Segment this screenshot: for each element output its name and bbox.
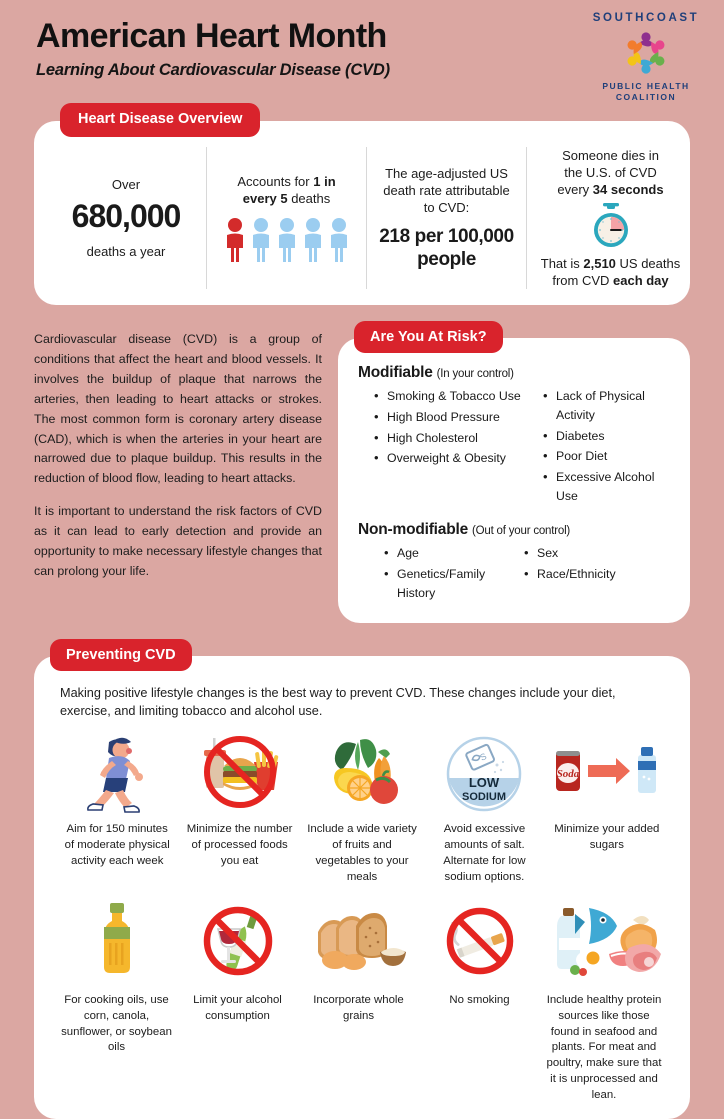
- svg-text:SODIUM: SODIUM: [462, 791, 507, 804]
- svg-text:LOW: LOW: [469, 775, 500, 791]
- stat-deaths-per-year: [46, 147, 206, 290]
- tip-caption: Limit your alcohol consumption: [193, 994, 282, 1022]
- tip-caption: Avoid excessive amounts of salt. Alternate for low sodium options.: [443, 823, 526, 883]
- coalition-circle-icon: [618, 27, 674, 79]
- stat1-post: deaths a year: [86, 243, 166, 259]
- about-cvd-text: [34, 321, 322, 581]
- risk-badge-label: Are You At Risk?: [370, 329, 487, 346]
- prevent-intro: Making positive lifestyle changes is the best way to prevent CVD. These changes include your diet, exercise, and limiting tobacco and alcohol use.: [60, 685, 616, 718]
- tip-caption: Aim for 150 minutes of moderate physical activity each week: [64, 823, 170, 867]
- tip-processed-foods: [178, 730, 300, 885]
- whole-grains-icon: [303, 897, 414, 985]
- stat-age-adjusted-rate: [366, 147, 526, 290]
- stat4-footnote: That is 2,510 US deaths from CVD each day: [540, 256, 681, 289]
- prevent-tips-row-1: [56, 730, 668, 885]
- tip-low-sodium: [423, 730, 545, 885]
- middle-section: [0, 321, 724, 622]
- tip-fruits-vegetables: [301, 730, 423, 885]
- nonmodifiable-list-left: [358, 544, 508, 604]
- list-item: • Genetics/Family History: [382, 565, 508, 602]
- stat-one-in-five: [206, 147, 366, 290]
- stat2-label: Accounts for 1 in every 5 deaths: [237, 174, 336, 207]
- tip-added-sugars: [546, 730, 668, 885]
- logo-wordmark-bottom: PUBLIC HEALTH COALITION: [602, 81, 690, 103]
- prevent-section: [0, 639, 724, 1119]
- list-item: • High Cholesterol: [372, 429, 533, 448]
- tip-caption: For cooking oils, use corn, canola, sunflower, or soybean oils: [61, 994, 172, 1054]
- stat-every-34-seconds: [526, 147, 694, 290]
- tip-no-smoking: [419, 897, 540, 1103]
- healthy-protein-icon: [545, 897, 663, 985]
- stopwatch-icon: [537, 203, 684, 249]
- overview-badge-label: Heart Disease Overview: [78, 111, 243, 127]
- stat3-value: 218 per 100,000 people: [379, 225, 514, 270]
- page-title: American Heart Month: [36, 17, 387, 55]
- tip-caption: Incorporate whole grains: [313, 994, 404, 1022]
- modifiable-list-left: [358, 387, 533, 507]
- about-paragraph-2: It is important to understand the risk factors of CVD as it can lead to early detection and provide an opportunity to make necessary lifestyle changes that can prolong your life.: [34, 504, 322, 578]
- stat4-label: Someone dies in the U.S. of CVD every 34 seconds: [557, 147, 664, 197]
- nonmodifiable-list-right: [508, 544, 670, 604]
- walking-person-icon: [61, 730, 173, 818]
- tip-caption: No smoking: [449, 994, 510, 1007]
- tip-caption: Include healthy protein sources like those found in seafood and plants. For meat and poultry, make sure that it is unprocessed and lean.: [546, 994, 662, 1101]
- list-item: • Age: [382, 544, 508, 563]
- nonmodifiable-lists: [358, 544, 670, 604]
- stat3-label: The age-adjusted US death rate attributable to CVD:: [383, 166, 510, 216]
- about-paragraph-1: Cardiovascular disease (CVD) is a group of conditions that affect the heart and blood vessels. It involves the buildup of plaque that narrows the arteries, then leading to heart attacks or strokes. The most common form is coronary artery disease (CAD), which is when the arteries in your heart are narrowed due to plaque buildup. This results in the reduction of blood flow, leading to heart attacks.: [34, 332, 322, 486]
- overview-badge: [60, 103, 260, 137]
- southcoast-logo: [582, 12, 710, 104]
- stat1-value: 680,000: [71, 197, 181, 234]
- tip-caption: Minimize the number of processed foods you eat: [186, 823, 293, 867]
- no-fast-food-icon: [183, 730, 295, 818]
- list-item: • Overweight & Obesity: [372, 449, 533, 468]
- tip-cooking-oils: [56, 897, 177, 1103]
- tip-caption: Minimize your added sugars: [554, 823, 660, 852]
- tip-physical-activity: [56, 730, 178, 885]
- page-header: [0, 0, 724, 105]
- tip-whole-grains: [298, 897, 419, 1103]
- risk-section: [338, 321, 690, 622]
- list-item: • Poor Diet: [541, 447, 670, 466]
- overview-card: [34, 121, 690, 306]
- list-item: • Race/Ethnicity: [522, 565, 670, 584]
- modifiable-lists: [358, 387, 670, 507]
- stat1-pre: Over: [111, 176, 141, 192]
- risk-badge: [354, 321, 503, 353]
- tip-limit-alcohol: [177, 897, 298, 1103]
- prevent-card: [34, 656, 690, 1119]
- modifiable-heading: Modifiable (In your control): [358, 364, 514, 382]
- no-smoking-icon: [424, 897, 535, 985]
- svg-text:Soda: Soda: [556, 768, 580, 781]
- risk-card: [338, 338, 690, 622]
- prevent-badge-label: Preventing CVD: [66, 646, 176, 663]
- svg-text:S: S: [478, 751, 489, 764]
- five-people-one-highlighted-icon: [217, 217, 356, 263]
- logo-wordmark-top: SOUTHCOAST: [592, 12, 700, 24]
- no-alcohol-icon: [182, 897, 293, 985]
- cooking-oil-bottle-icon: [61, 897, 172, 985]
- low-sodium-icon: [428, 730, 540, 818]
- list-item: • Lack of Physical Activity: [541, 387, 670, 424]
- modifiable-list-right: [533, 387, 670, 507]
- prevent-badge: [50, 639, 192, 671]
- prevent-tips-row-2: [56, 897, 668, 1103]
- tip-healthy-protein: [540, 897, 668, 1103]
- nonmodifiable-heading: Non-modifiable (Out of your control): [358, 521, 571, 539]
- tip-caption: Include a wide variety of fruits and vegetables to your meals: [307, 823, 417, 883]
- page-subtitle: Learning About Cardiovascular Disease (CVD): [36, 61, 390, 80]
- fruits-vegetables-icon: [306, 730, 418, 818]
- list-item: • Sex: [522, 544, 670, 563]
- list-item: • Diabetes: [541, 427, 670, 446]
- list-item: • High Blood Pressure: [372, 408, 533, 427]
- soda-to-water-icon: [551, 730, 663, 818]
- overview-section: [0, 103, 724, 305]
- list-item: • Smoking & Tobacco Use: [372, 387, 533, 406]
- list-item: • Excessive Alcohol Use: [541, 468, 670, 505]
